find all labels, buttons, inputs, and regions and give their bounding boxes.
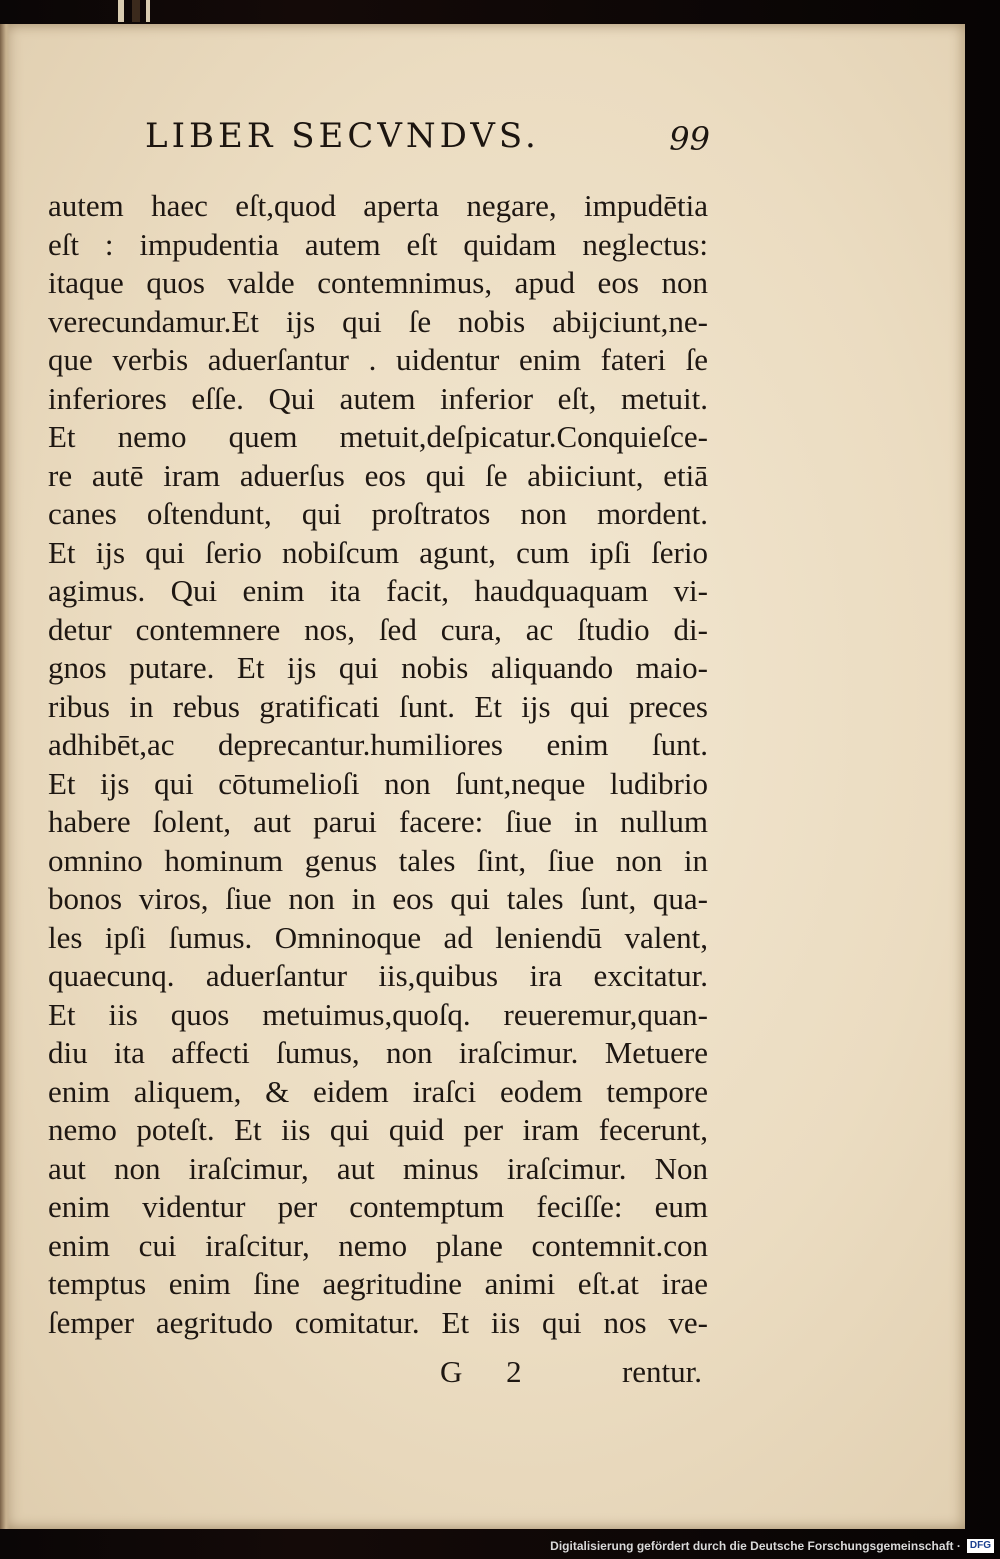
text-line: adhibēt,ac deprecantur.humiliores enim ſunt.: [48, 727, 708, 762]
text-line: gnos putare. Et ijs qui nobis aliquando maio-: [48, 650, 708, 685]
text-line: itaque quos valde contemnimus, apud eos non: [48, 265, 708, 300]
text-line: Et ijs qui cōtumelioſi non ſunt,neque ludibrio: [48, 765, 708, 801]
text-line: Et iis quos metuimus,quoſq. reueremur,quan-: [48, 996, 708, 1032]
text-line: ribus in rebus gratificati ſunt. Et ijs qui preces: [48, 688, 708, 724]
text-line: bonos viros, ſiue non in eos qui tales ſunt, qua-: [48, 881, 708, 916]
binding-thread: [118, 0, 124, 22]
text-line: re autē iram aduerſus eos qui ſe abiiciunt, etiā: [48, 457, 708, 493]
text-line: enim cui iraſcitur, nemo plane contemnit.con: [48, 1227, 708, 1263]
text-line: canes oſtendunt, qui proſtratos non mordent.: [48, 496, 708, 531]
text-line: detur contemnere nos, ſed cura, ac ſtudio di-: [48, 611, 708, 647]
text-line: enim aliquem, & eidem iraſci eodem tempore: [48, 1073, 708, 1109]
text-line: que verbis aduerſantur . uidentur enim fateri ſe: [48, 342, 708, 377]
binding-thread: [146, 0, 150, 22]
text-line: Et ijs qui ſerio nobiſcum agunt, cum ipſi ſerio: [48, 534, 708, 570]
text-line: les ipſi ſumus. Omninoque ad leniendū valent,: [48, 919, 708, 955]
text-line: autem haec eſt,quod aperta negare, impudētia: [48, 188, 708, 223]
signature-mark: G 2: [440, 1354, 540, 1389]
page-footer: [440, 1354, 702, 1394]
dfg-logo-icon: DFG: [967, 1539, 994, 1553]
page-edge: [0, 24, 10, 1529]
text-line: agimus. Qui enim ita facit, haudquaquam vi-: [48, 573, 708, 608]
text-line: habere ſolent, aut parui facere: ſiue in nullum: [48, 804, 708, 839]
dfg-funding-banner: [550, 1535, 994, 1557]
body-text: [48, 187, 708, 1342]
text-line: nemo poteſt. Et iis qui quid per iram fecerunt,: [48, 1112, 708, 1147]
catchword: rentur.: [621, 1354, 702, 1389]
running-title: LIBER SECVNDVS.: [145, 116, 540, 156]
text-line: omnino hominum genus tales ſint, ſiue non in: [48, 842, 708, 878]
text-line: temptus enim ſine aegritudine animi eſt.at irae: [48, 1266, 708, 1301]
text-line: Et nemo quem metuit,deſpicatur.Conquieſce-: [48, 419, 708, 454]
page-number: 99: [669, 120, 710, 158]
text-line: inferiores eſſe. Qui autem inferior eſt, metuit.: [48, 380, 708, 416]
dfg-banner-text: Digitalisierung gefördert durch die Deutsche Forschungsgemeinschaft ·: [550, 1539, 961, 1553]
text-line: enim videntur per contemptum feciſſe: eum: [48, 1189, 708, 1224]
text-line: aut non iraſcimur, aut minus iraſcimur. Non: [48, 1150, 708, 1186]
text-line: diu ita affecti ſumus, non iraſcimur. Metuere: [48, 1035, 708, 1070]
text-line: quaecunq. aduerſantur iis,quibus ira excitatur.: [48, 958, 708, 993]
text-line: ſemper aegritudo comitatur. Et iis qui nos ve-: [48, 1304, 708, 1340]
binding-thread: [132, 0, 140, 22]
page-header: [145, 116, 710, 166]
text-line: eſt : impudentia autem eſt quidam neglectus:: [48, 226, 708, 262]
book-page: [0, 24, 965, 1529]
text-line: verecundamur.Et ijs qui ſe nobis abijciunt,ne-: [48, 303, 708, 339]
